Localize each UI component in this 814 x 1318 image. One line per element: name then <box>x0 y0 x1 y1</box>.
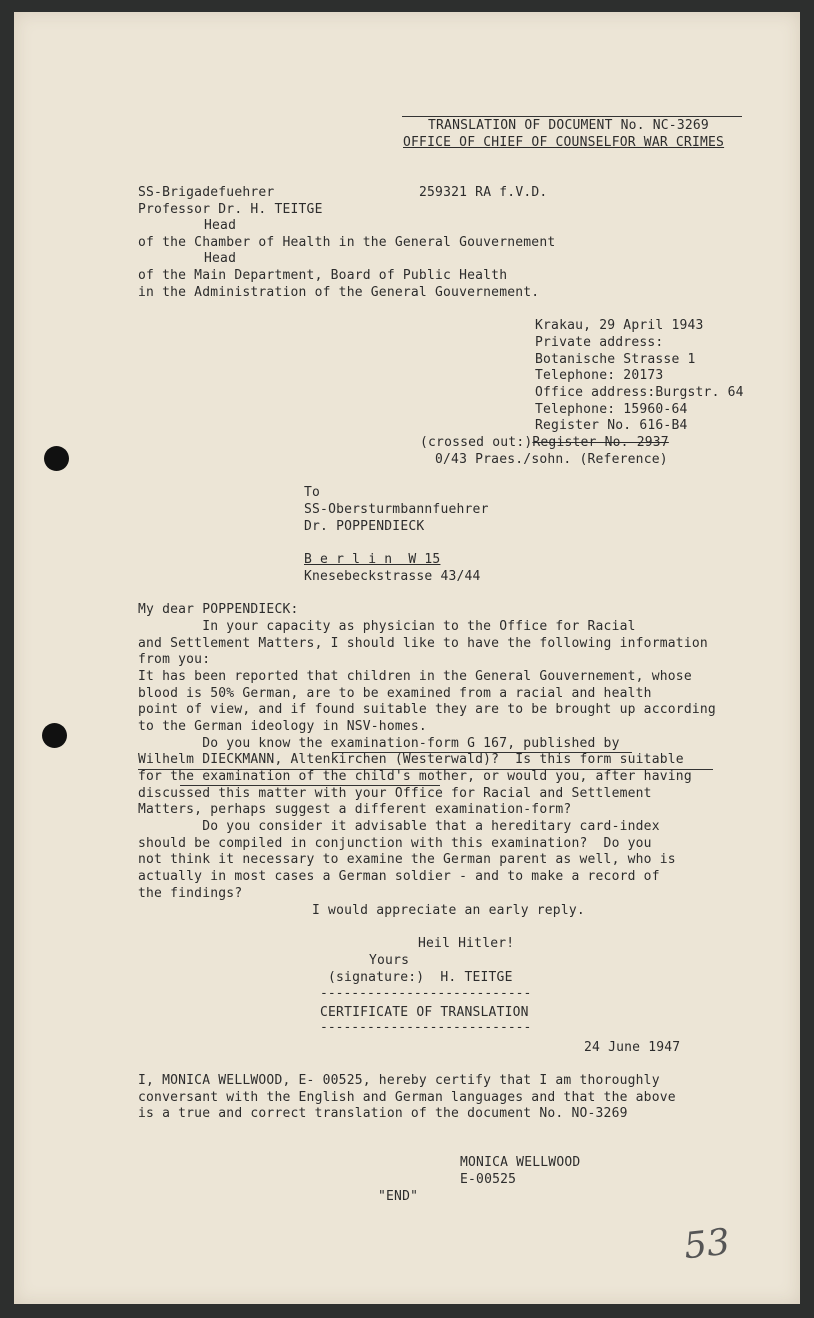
translator-name: MONICA WELLWOOD <box>460 1155 581 1170</box>
body-line: and Settlement Matters, I should like to have the following information <box>138 636 708 651</box>
sender-rank: SS-Brigadefuehrer <box>138 185 275 200</box>
body-line: Matters, perhaps suggest a different examination-form? <box>138 802 572 817</box>
salutation: My dear POPPENDIECK: <box>138 602 299 617</box>
body-line: actually in most cases a German soldier - and to make a record of <box>138 869 660 884</box>
body-line: to the German ideology in NSV-homes. <box>138 719 427 734</box>
document-page <box>14 12 800 1304</box>
body-line: discussed this matter with your Office for Racial and Settlement <box>138 786 652 801</box>
body-line: blood is 50% German, are to be examined from a racial and health <box>138 686 652 701</box>
recipient-name: Dr. POPPENDIECK <box>304 519 425 534</box>
body-line: should be compiled in conjunction with this examination? Do you <box>138 836 652 851</box>
sender-department: of the Main Department, Board of Public Health <box>138 268 508 283</box>
recipient-rank: SS-Obersturmbannfuehrer <box>304 502 489 517</box>
certificate-text: I, MONICA WELLWOOD, E- 00525, hereby certify that I am thoroughly <box>138 1073 660 1088</box>
header-title-line2: OFFICE OF CHIEF OF COUNSELFOR WAR CRIMES <box>403 135 725 150</box>
body-line: the findings? <box>138 886 243 901</box>
body-line: point of view, and if found suitable they are to be brought up according <box>138 702 716 717</box>
private-street: Botanische Strasse 1 <box>535 352 696 367</box>
certificate-dashes-bottom: --------------------------- <box>320 1020 532 1035</box>
reference-number: 0/43 Praes./sohn. (Reference) <box>435 452 668 467</box>
punch-hole-bottom <box>42 723 67 748</box>
closing-yours: Yours <box>369 953 410 968</box>
underline-mark <box>138 769 713 770</box>
end-marker: "END" <box>378 1189 419 1204</box>
recipient-city: B e r l i n W 15 <box>304 552 441 567</box>
crossed-out-note <box>420 435 669 452</box>
underline-mark <box>332 752 632 753</box>
sender-head-1: Head <box>204 218 237 233</box>
certificate-text: is a true and correct translation of the document No. NO-3269 <box>138 1106 628 1121</box>
crossed-out-label: (crossed out:) <box>420 435 533 450</box>
punch-hole-top <box>44 446 69 471</box>
body-line: from you: <box>138 652 211 667</box>
crossed-out-register: Register No. 2937 <box>532 435 669 450</box>
private-address-label: Private address: <box>535 335 664 350</box>
body-line: In your capacity as physician to the Office for Racial <box>138 619 636 634</box>
header-title-line1: TRANSLATION OF DOCUMENT No. NC-3269 <box>428 118 709 133</box>
sender-administration: in the Administration of the General Gouvernement. <box>138 285 540 300</box>
sender-head-2: Head <box>204 251 237 266</box>
letter-date: Krakau, 29 April 1943 <box>535 318 704 333</box>
office-telephone: Telephone: 15960-64 <box>535 402 688 417</box>
body-line: Do you know the examination-form G 167, published by <box>138 736 620 751</box>
certificate-title: CERTIFICATE OF TRANSLATION <box>320 1005 529 1020</box>
body-line: not think it necessary to examine the German parent as well, who is <box>138 852 676 867</box>
certificate-dashes-top: --------------------------- <box>320 986 532 1001</box>
certificate-date: 24 June 1947 <box>584 1040 681 1055</box>
office-address: Office address:Burgstr. 64 <box>535 385 744 400</box>
signature-line: (signature:) H. TEITGE <box>328 970 513 985</box>
underline-mark <box>180 785 440 786</box>
closing-salute: Heil Hitler! <box>418 936 515 951</box>
register-number: Register No. 616-B4 <box>535 418 688 433</box>
body-line: for the examination of the child's mother, or would you, after having <box>138 769 692 784</box>
sender-chamber: of the Chamber of Health in the General Gouvernement <box>138 235 556 250</box>
header-top-rule <box>402 116 742 117</box>
sender-reference: 259321 RA f.V.D. <box>419 185 548 200</box>
body-line: Wilhelm DIECKMANN, Altenkirchen (Westerwald)? Is this form suitable <box>138 752 684 767</box>
private-telephone: Telephone: 20173 <box>535 368 664 383</box>
translator-id: E-00525 <box>460 1172 517 1187</box>
recipient-street: Knesebeckstrasse 43/44 <box>304 569 481 584</box>
sender-name: Professor Dr. H. TEITGE <box>138 202 323 217</box>
recipient-to: To <box>304 485 321 500</box>
page-number: 53 <box>681 1221 732 1268</box>
body-line: Do you consider it advisable that a hereditary card-index <box>138 819 660 834</box>
certificate-text: conversant with the English and German languages and that the above <box>138 1090 676 1105</box>
body-line: It has been reported that children in the General Gouvernement, whose <box>138 669 692 684</box>
closing-request: I would appreciate an early reply. <box>312 903 585 918</box>
